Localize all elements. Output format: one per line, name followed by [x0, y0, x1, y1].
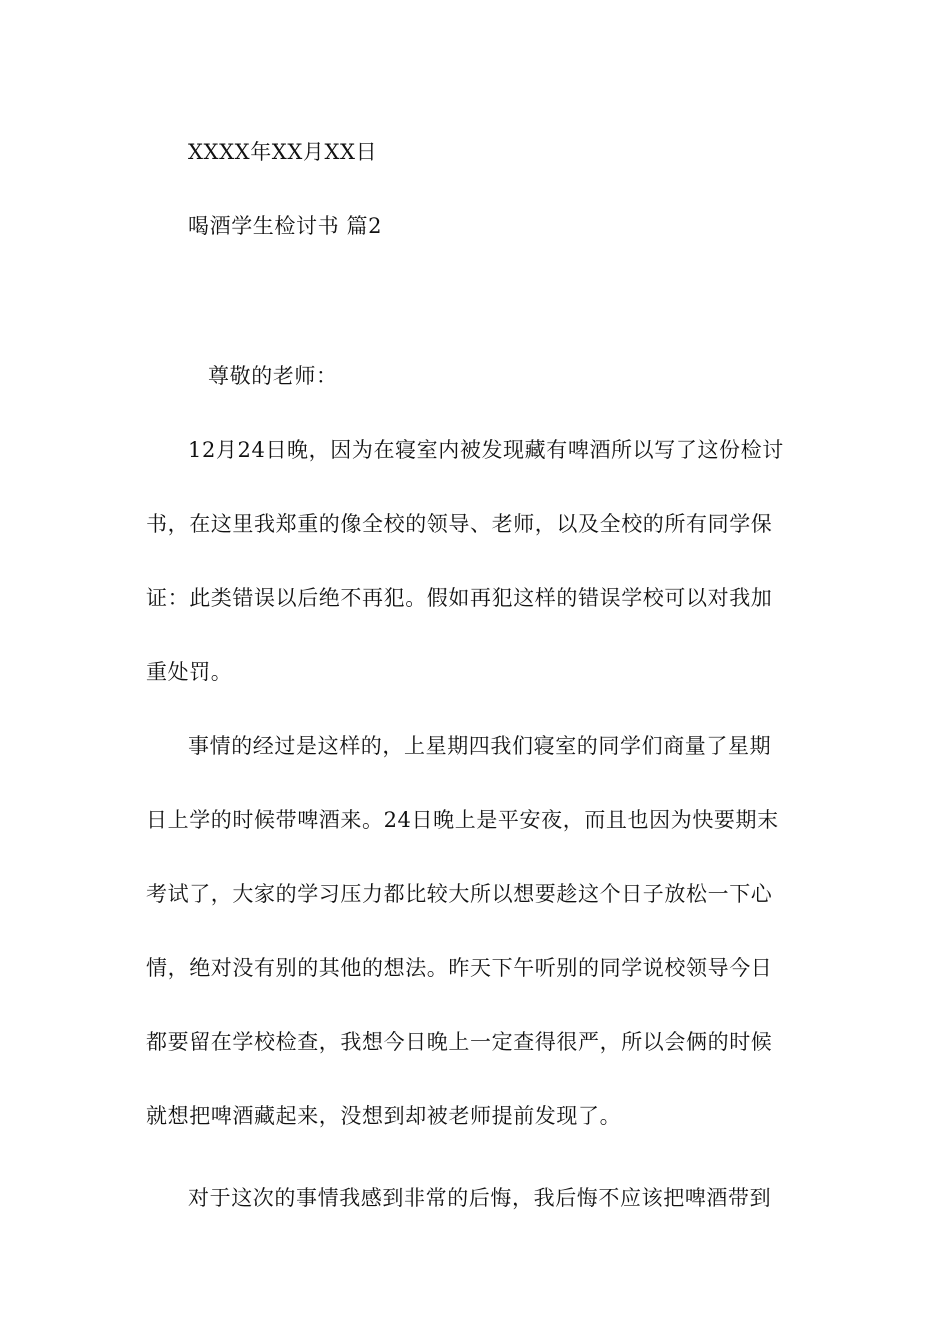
paragraph-line: 就想把啤酒藏起来，没想到却被老师提前发现了。 — [146, 1104, 622, 1128]
section-title: 喝酒学生检讨书 篇2 — [188, 214, 383, 238]
paragraph-line: 12月24日晚，因为在寝室内被发现藏有啤酒所以写了这份检讨 — [188, 438, 784, 462]
paragraph-line: 书，在这里我郑重的像全校的领导、老师，以及全校的所有同学保 — [146, 512, 773, 536]
date-line: XXXX年XX月XX日 — [188, 140, 378, 164]
paragraph-line: 事情的经过是这样的，上星期四我们寝室的同学们商量了星期 — [188, 734, 772, 758]
salutation: 尊敬的老师： — [208, 364, 338, 388]
paragraph-line: 重处罚。 — [146, 660, 233, 684]
paragraph-line: 情，绝对没有别的其他的想法。昨天下午听别的同学说校领导今日 — [146, 956, 773, 980]
paragraph-line: 证：此类错误以后绝不再犯。假如再犯这样的错误学校可以对我加 — [146, 586, 773, 610]
paragraph-line: 日上学的时候带啤酒来。24日晚上是平安夜，而且也因为快要期末 — [146, 808, 779, 832]
paragraph-line: 考试了，大家的学习压力都比较大所以想要趁这个日子放松一下心 — [146, 882, 773, 906]
paragraph-line: 都要留在学校检查，我想今日晚上一定查得很严，所以会俩的时候 — [146, 1030, 773, 1054]
paragraph-line: 对于这次的事情我感到非常的后悔，我后悔不应该把啤酒带到 — [188, 1186, 772, 1210]
